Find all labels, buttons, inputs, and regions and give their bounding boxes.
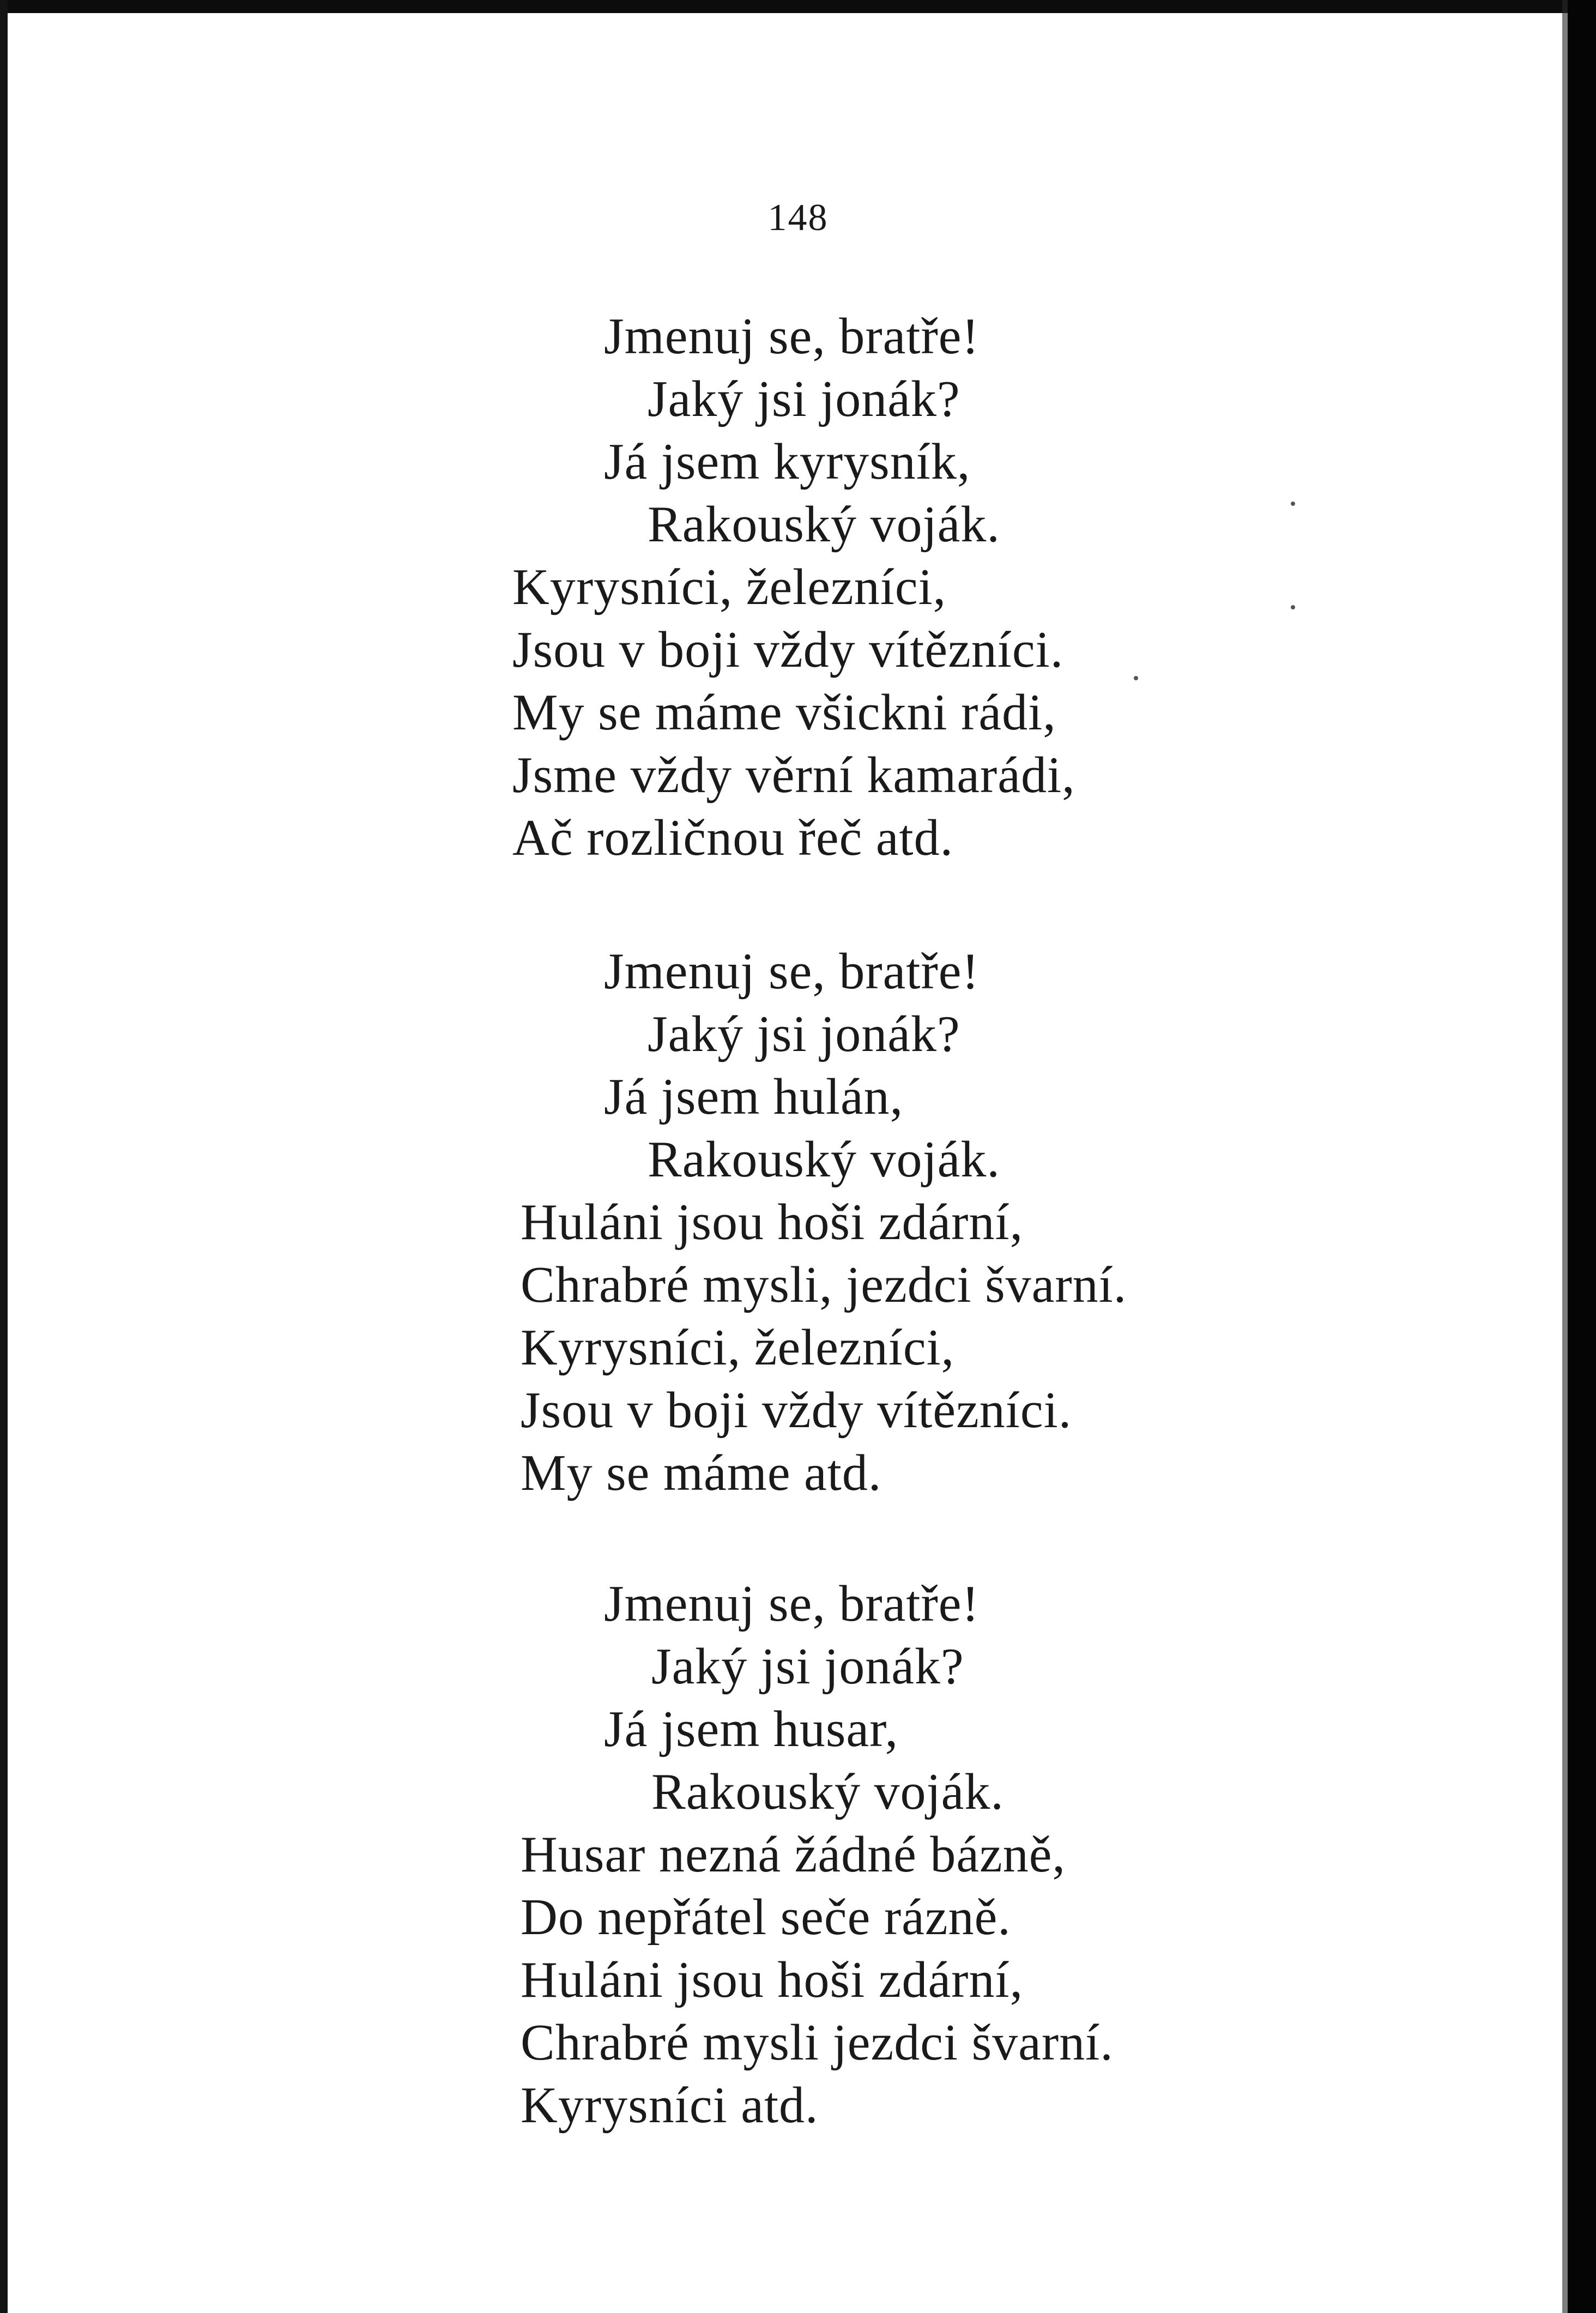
poem-line: Jsme vždy věrní kamarádi, — [512, 747, 1075, 804]
poem-line: Chrabré mysli jezdci švarní. — [521, 2014, 1114, 2071]
poem-line: Huláni jsou hoši zdární, — [521, 1194, 1024, 1251]
scan-edge-right — [1568, 0, 1596, 2313]
poem-line: Huláni jsou hoši zdární, — [521, 1952, 1024, 2008]
poem-line: Já jsem husar, — [604, 1701, 899, 1758]
scan-edge-left — [0, 0, 8, 2313]
poem-line: My se máme atd. — [521, 1445, 882, 1501]
poem-line: Jmenuj se, bratře! — [604, 943, 980, 1000]
poem-line: Jsou v boji vždy vítězníci. — [521, 1382, 1072, 1439]
poem-line: Rakouský voják. — [648, 496, 1000, 553]
poem-line: Já jsem hulán, — [604, 1068, 904, 1125]
poem-line: Já jsem kyrysník, — [604, 433, 971, 490]
scan-speck — [1291, 605, 1295, 609]
page-number: 148 — [767, 197, 829, 239]
scan-edge-top — [0, 0, 1596, 13]
scan-speck — [1134, 676, 1138, 680]
poem-line: Jsou v boji vždy vítězníci. — [512, 621, 1064, 678]
poem-line: Jaký jsi jonák? — [648, 1006, 960, 1062]
poem-line: Jaký jsi jonák? — [648, 371, 960, 427]
poem-line: Rakouský voják. — [648, 1131, 1000, 1188]
poem-line: Ač rozličnou řeč atd. — [512, 810, 954, 866]
poem-line: Kyrysníci, železníci, — [512, 559, 947, 615]
poem-line: Rakouský voják. — [651, 1764, 1004, 1820]
poem-line: My se máme všickni rádi, — [512, 684, 1056, 741]
scan-edge-right-shadow — [1562, 0, 1568, 2313]
poem-line: Chrabré mysli, jezdci švarní. — [521, 1257, 1127, 1313]
scan-speck — [1291, 502, 1295, 506]
poem-line: Husar nezná žádné bázně, — [521, 1826, 1066, 1883]
poem-line: Jmenuj se, bratře! — [604, 1575, 980, 1632]
poem-line: Jaký jsi jonák? — [651, 1638, 964, 1695]
poem-line: Do nepřátel seče rázně. — [521, 1889, 1011, 1946]
poem-line: Kyrysníci atd. — [521, 2077, 819, 2134]
poem-line: Jmenuj se, bratře! — [604, 308, 980, 365]
poem-line: Kyrysníci, železníci, — [521, 1319, 955, 1376]
